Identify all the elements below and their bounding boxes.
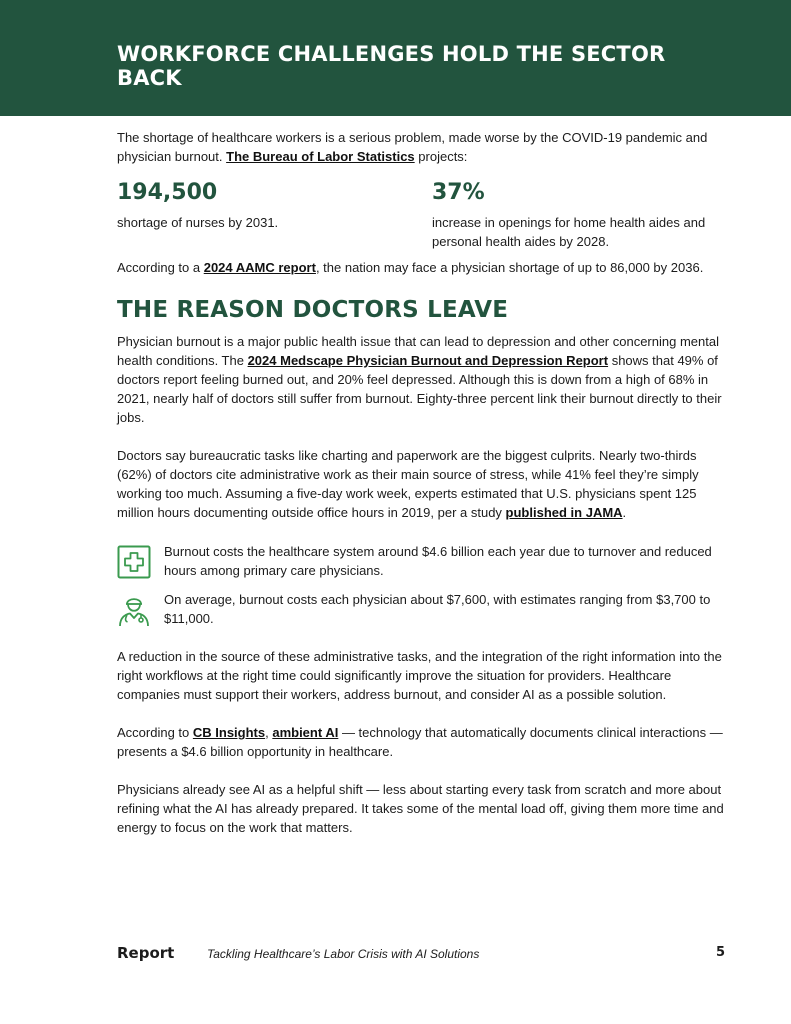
stat-description: shortage of nurses by 2031.: [117, 215, 279, 230]
page-footer: [117, 944, 727, 966]
main-content: [117, 126, 727, 837]
section-title: THE REASON DOCTORS LEAVE: [117, 297, 509, 323]
aamc-report-link[interactable]: 2024 AAMC report: [203, 260, 316, 275]
page-header: [0, 0, 791, 116]
physician-icon: [117, 593, 151, 627]
cb-insights-link[interactable]: CB Insights: [192, 725, 266, 740]
link-separator: ,: [265, 725, 273, 740]
burnout-text: Physician burnout is a major public health issue that can lead to depression and other concerning mental health conditions. The: [117, 334, 719, 368]
callout-text: On average, burnout costs each physician about $7,600, with estimates ranging from $3,700 to $11,000.: [164, 592, 711, 626]
bureaucracy-text: Doctors say bureaucratic tasks like charting and paperwork are the biggest culprits. Nearly two-thirds (62%) of doctors cite administrative work as their main source of stress, while 41% feel they’re simply working too much. Assuming a five-day work week, experts estimated that U.S. physicians spent 125 million hours documenting outside office hours in 2019, per a study: [117, 448, 699, 520]
stat-value: 194,500: [117, 180, 218, 205]
solution-paragraph: A reduction in the source of these administrative tasks, and the integration of the right information into the right workflows at the right time could significantly improve the situation for providers. Healthcare companies must support their workers, address burnout, and consider AI as a possible solution.: [117, 649, 722, 702]
page-number: 5: [715, 945, 725, 960]
page-title: WORKFORCE CHALLENGES HOLD THE SECTOR BACK: [117, 42, 666, 90]
burnout-text-end: shows that 49% of doctors report feeling burned out, and 20% feel depressed. Although this is down from a high of 68% in 2021, nearly half of doctors still suffer from burnout. Eighty-three percent link their burnout directly to their jobs.: [117, 353, 722, 425]
aamc-text: According to a: [117, 260, 204, 275]
bls-link[interactable]: The Bureau of Labor Statistics: [226, 149, 415, 164]
stat-nurses: [117, 180, 432, 251]
callout-text: Burnout costs the healthcare system around $4.6 billion each year due to turnover and reduced hours among primary care physicians.: [164, 544, 712, 578]
closing-paragraph: Physicians already see AI as a helpful shift — less about starting every task from scratch and more about refining what the AI has already prepared. It takes some of the mental load off, giving them more time and energy to focus on the work that matters.: [117, 782, 724, 835]
stats-row: [117, 180, 727, 251]
aamc-paragraph: [117, 258, 727, 277]
ambient-text: According to: [117, 725, 193, 740]
medscape-report-link[interactable]: 2024 Medscape Physician Burnout and Depression Report: [247, 353, 609, 368]
bureaucracy-paragraph: [117, 446, 727, 522]
intro-paragraph: [117, 128, 727, 166]
ambient-text-end: — technology that automatically documents clinical interactions — presents a $4.6 billion opportunity in healthcare.: [117, 725, 723, 759]
stat-home-health: [432, 180, 727, 251]
footer-subtitle: Tackling Healthcare’s Labor Crisis with AI Solutions: [207, 947, 480, 961]
jama-link[interactable]: published in JAMA: [505, 505, 623, 520]
bureaucracy-text-end: .: [622, 505, 627, 520]
stat-value: 37%: [432, 180, 485, 205]
burnout-paragraph: [117, 332, 727, 427]
intro-text-end: projects:: [414, 149, 468, 164]
aamc-text-end: , the nation may face a physician shortage of up to 86,000 by 2036.: [315, 260, 704, 275]
stat-description: increase in openings for home health aides and personal health aides by 2028.: [432, 215, 706, 249]
callout-physician-cost: [117, 590, 727, 628]
footer-label: Report: [117, 944, 175, 962]
medical-cross-icon: [117, 545, 151, 579]
intro-text: The shortage of healthcare workers is a serious problem, made worse by the COVID-19 pandemic and physician burnout.: [117, 130, 708, 164]
ambient-ai-link[interactable]: ambient AI: [272, 725, 339, 740]
callout-system-cost: [117, 542, 727, 580]
ambient-ai-paragraph: [117, 723, 727, 761]
